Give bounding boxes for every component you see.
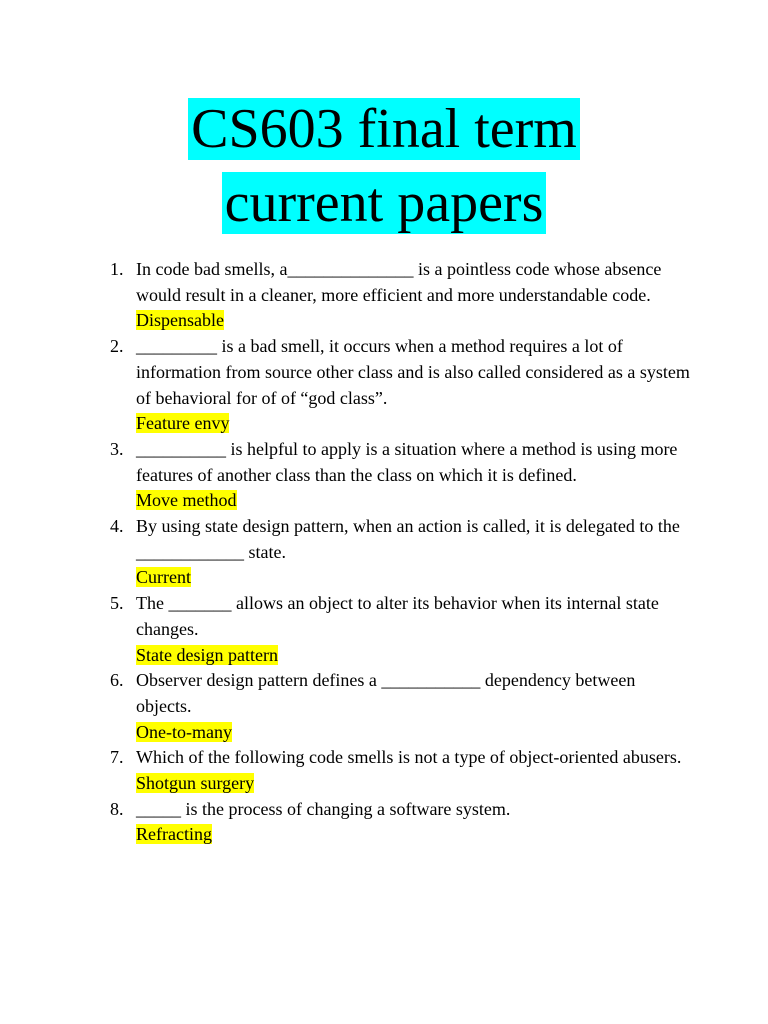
question-text: Which of the following code smells is not a type of object-oriented abusers. (136, 747, 682, 768)
answer-text: State design pattern (136, 644, 278, 665)
question-text: In code bad smells, a______________ is a pointless code whose absence would result in a cleaner, more efficient and more understandable code. (136, 259, 662, 305)
answer-text: Current (136, 567, 191, 588)
question-number: 1. (110, 259, 124, 279)
question-text: __________ is helpful to apply is a situation where a method is using more features of another class than the class on which it is defined. (136, 438, 678, 485)
answer-text: Feature envy (136, 413, 230, 434)
page-title (0, 92, 768, 240)
question-text: The _______ allows an object to alter its behavior when its internal state changes. (136, 593, 659, 639)
question-item (104, 668, 694, 745)
answer-text: Shotgun surgery (136, 773, 255, 794)
answer-text: Dispensable (136, 310, 224, 331)
question-item (104, 514, 694, 591)
question-text: By using state design pattern, when an action is called, it is delegated to the ____________ state. (136, 516, 680, 562)
question-item (104, 745, 694, 796)
question-text: _____ is the process of changing a software system. (136, 798, 511, 819)
question-list (104, 257, 694, 848)
question-text: _________ is a bad smell, it occurs when a method requires a lot of information from source other class and is also called considered as a system of behavioral for of of “god class”. (136, 336, 690, 408)
question-number: 7. (110, 747, 124, 768)
question-number: 6. (110, 670, 124, 691)
question-item (104, 334, 694, 437)
question-item (104, 591, 694, 668)
question-item (104, 797, 694, 848)
question-item (104, 257, 694, 334)
answer-text: One-to-many (136, 721, 232, 742)
answer-text: Refracting (136, 824, 212, 845)
question-number: 2. (110, 336, 124, 357)
title-line-1: CS603 final term (188, 98, 580, 160)
question-number: 8. (110, 798, 124, 819)
question-number: 5. (110, 593, 124, 614)
question-item (104, 437, 694, 514)
answer-text: Move method (136, 490, 237, 511)
title-line-2: current papers (222, 172, 547, 234)
question-number: 3. (110, 438, 124, 459)
question-text: Observer design pattern defines a ___________ dependency between objects. (136, 670, 636, 716)
question-number: 4. (110, 516, 124, 537)
